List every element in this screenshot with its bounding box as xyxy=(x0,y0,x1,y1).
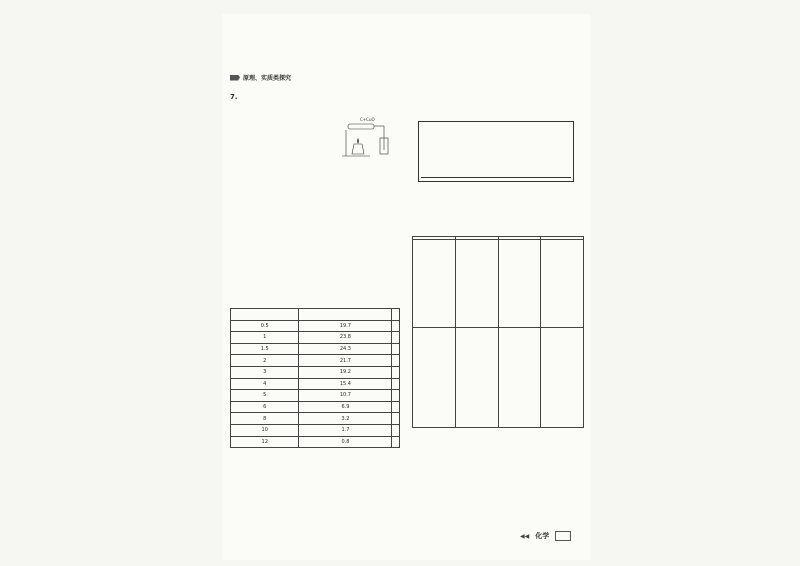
table-row xyxy=(231,436,400,448)
plan-cell xyxy=(413,328,456,428)
text-line xyxy=(230,34,402,41)
text-line xyxy=(412,97,584,104)
plan-cell xyxy=(541,328,584,428)
text-line xyxy=(230,299,402,306)
flame-icon xyxy=(357,138,359,144)
text-line xyxy=(412,104,584,111)
text-line xyxy=(230,278,402,285)
table-row xyxy=(231,320,400,332)
question-7-number: 7. xyxy=(230,93,238,101)
footer-subject: 化学 xyxy=(535,532,550,540)
page-footer xyxy=(520,531,571,541)
table-cell-rate: 21.7 xyxy=(299,355,392,367)
text-line xyxy=(412,55,584,62)
text-line xyxy=(230,236,402,243)
worksheet-page xyxy=(222,14,590,560)
text-line xyxy=(230,103,402,110)
text-line xyxy=(412,34,584,41)
text-line xyxy=(230,222,402,229)
table-cell-time: 2 xyxy=(231,355,299,367)
product-info-lines xyxy=(421,126,571,175)
table-row xyxy=(231,343,400,355)
right-top-text xyxy=(412,34,584,118)
alcohol-lamp xyxy=(352,144,364,154)
plan-cell xyxy=(498,328,541,428)
table-cell-state xyxy=(392,320,400,332)
table-cell-state xyxy=(392,378,400,390)
product-info-line xyxy=(421,168,571,175)
table-cell-state xyxy=(392,436,400,448)
table-body xyxy=(231,320,400,448)
text-line xyxy=(230,194,402,201)
text-line xyxy=(230,41,402,48)
table-cell-state xyxy=(392,413,400,425)
table-row xyxy=(231,366,400,378)
table-cell-rate: 10.7 xyxy=(299,390,392,402)
text-line xyxy=(230,285,402,292)
text-line xyxy=(230,229,402,236)
experiment-plan-table xyxy=(412,236,584,428)
apparatus-label: C+CuO xyxy=(360,117,375,122)
table-cell-time: 8 xyxy=(231,413,299,425)
text-line xyxy=(230,257,402,264)
table-cell-rate: 19.2 xyxy=(299,366,392,378)
table-cell-rate: 6.9 xyxy=(299,401,392,413)
product-info-footer xyxy=(421,177,571,179)
text-line xyxy=(230,55,402,62)
table-row xyxy=(231,424,400,436)
text-line xyxy=(412,213,584,220)
table-cell-time: 5 xyxy=(231,390,299,402)
footer-arrow-icon: ◀◀ xyxy=(520,532,530,540)
table-cell-time: 12 xyxy=(231,436,299,448)
product-info-line xyxy=(421,140,571,147)
table-cell-rate: 19.7 xyxy=(299,320,392,332)
table-cell-time: 10 xyxy=(231,424,299,436)
left-bottom-text xyxy=(230,452,402,466)
product-info-line xyxy=(421,147,571,154)
text-line xyxy=(230,452,402,459)
text-line xyxy=(412,192,584,199)
table-row xyxy=(231,332,400,344)
product-info-line xyxy=(421,133,571,140)
table-row xyxy=(231,355,400,367)
text-line xyxy=(230,250,402,257)
left-top-text xyxy=(230,34,402,69)
table-cell-time: 1 xyxy=(231,332,299,344)
text-line xyxy=(230,166,402,173)
text-line xyxy=(412,69,584,76)
table-cell-rate: 1.7 xyxy=(299,424,392,436)
right-bottom-text xyxy=(412,432,584,446)
footer-page-number xyxy=(555,531,571,541)
text-line xyxy=(412,41,584,48)
table-cell-time: 0.5 xyxy=(231,320,299,332)
table-cell-state xyxy=(392,390,400,402)
text-line xyxy=(412,185,584,192)
section-arrow-icon xyxy=(230,75,240,81)
text-line xyxy=(230,159,402,166)
text-line xyxy=(230,459,402,466)
table-cell-time: 3 xyxy=(231,366,299,378)
text-line xyxy=(230,208,402,215)
plan-cell xyxy=(455,240,498,328)
plan-cell xyxy=(498,240,541,328)
text-line xyxy=(412,48,584,55)
table-cell-rate: 3.2 xyxy=(299,413,392,425)
plan-row-2 xyxy=(413,328,584,428)
text-line xyxy=(412,199,584,206)
text-line xyxy=(230,243,402,250)
text-line xyxy=(230,201,402,208)
table-cell-rate: 0.8 xyxy=(299,436,392,448)
text-line xyxy=(412,206,584,213)
table-cell-state xyxy=(392,332,400,344)
section-heading xyxy=(230,73,402,82)
table-cell-state xyxy=(392,355,400,367)
table-cell-time: 6 xyxy=(231,401,299,413)
table-cell-state xyxy=(392,424,400,436)
text-line xyxy=(412,111,584,118)
text-line xyxy=(412,90,584,97)
text-line xyxy=(230,48,402,55)
table-row xyxy=(231,390,400,402)
plan-cell xyxy=(455,328,498,428)
text-line xyxy=(412,439,584,446)
text-line xyxy=(230,180,402,187)
table-header-row xyxy=(231,309,400,321)
table-header-state xyxy=(392,309,400,321)
product-info-line xyxy=(421,161,571,168)
left-column xyxy=(230,14,402,560)
right-column xyxy=(412,14,584,560)
table-cell-time: 4 xyxy=(231,378,299,390)
text-line xyxy=(230,62,402,69)
table-cell-rate: 24.3 xyxy=(299,343,392,355)
table-cell-rate: 23.8 xyxy=(299,332,392,344)
section-heading-text: 原理、实质类探究 xyxy=(243,75,292,82)
right-mid-text xyxy=(412,185,584,234)
product-info-line xyxy=(421,154,571,161)
text-line xyxy=(412,83,584,90)
product-info-line xyxy=(421,126,571,133)
text-line xyxy=(412,432,584,439)
table-row xyxy=(231,378,400,390)
table-cell-rate: 15.4 xyxy=(299,378,392,390)
table-header-rate xyxy=(299,309,392,321)
table-row xyxy=(231,413,400,425)
text-line xyxy=(230,187,402,194)
experiment-data-table xyxy=(230,308,400,448)
table-header-time xyxy=(231,309,299,321)
text-line xyxy=(412,76,584,83)
text-line xyxy=(230,215,402,222)
text-line xyxy=(230,173,402,180)
text-line xyxy=(230,264,402,271)
table-cell-state xyxy=(392,401,400,413)
plan-cell xyxy=(413,240,456,328)
text-line xyxy=(412,62,584,69)
table-cell-time: 1.5 xyxy=(231,343,299,355)
table-cell-state xyxy=(392,343,400,355)
text-line xyxy=(230,271,402,278)
table-row xyxy=(231,401,400,413)
test-tube-shape xyxy=(348,124,374,129)
text-line xyxy=(412,220,584,227)
table-cell-state xyxy=(392,366,400,378)
plan-row-1 xyxy=(413,240,584,328)
apparatus-diagram xyxy=(340,116,394,160)
text-line xyxy=(230,292,402,299)
product-info-box xyxy=(418,121,574,182)
text-line xyxy=(412,227,584,234)
plan-cell xyxy=(541,240,584,328)
